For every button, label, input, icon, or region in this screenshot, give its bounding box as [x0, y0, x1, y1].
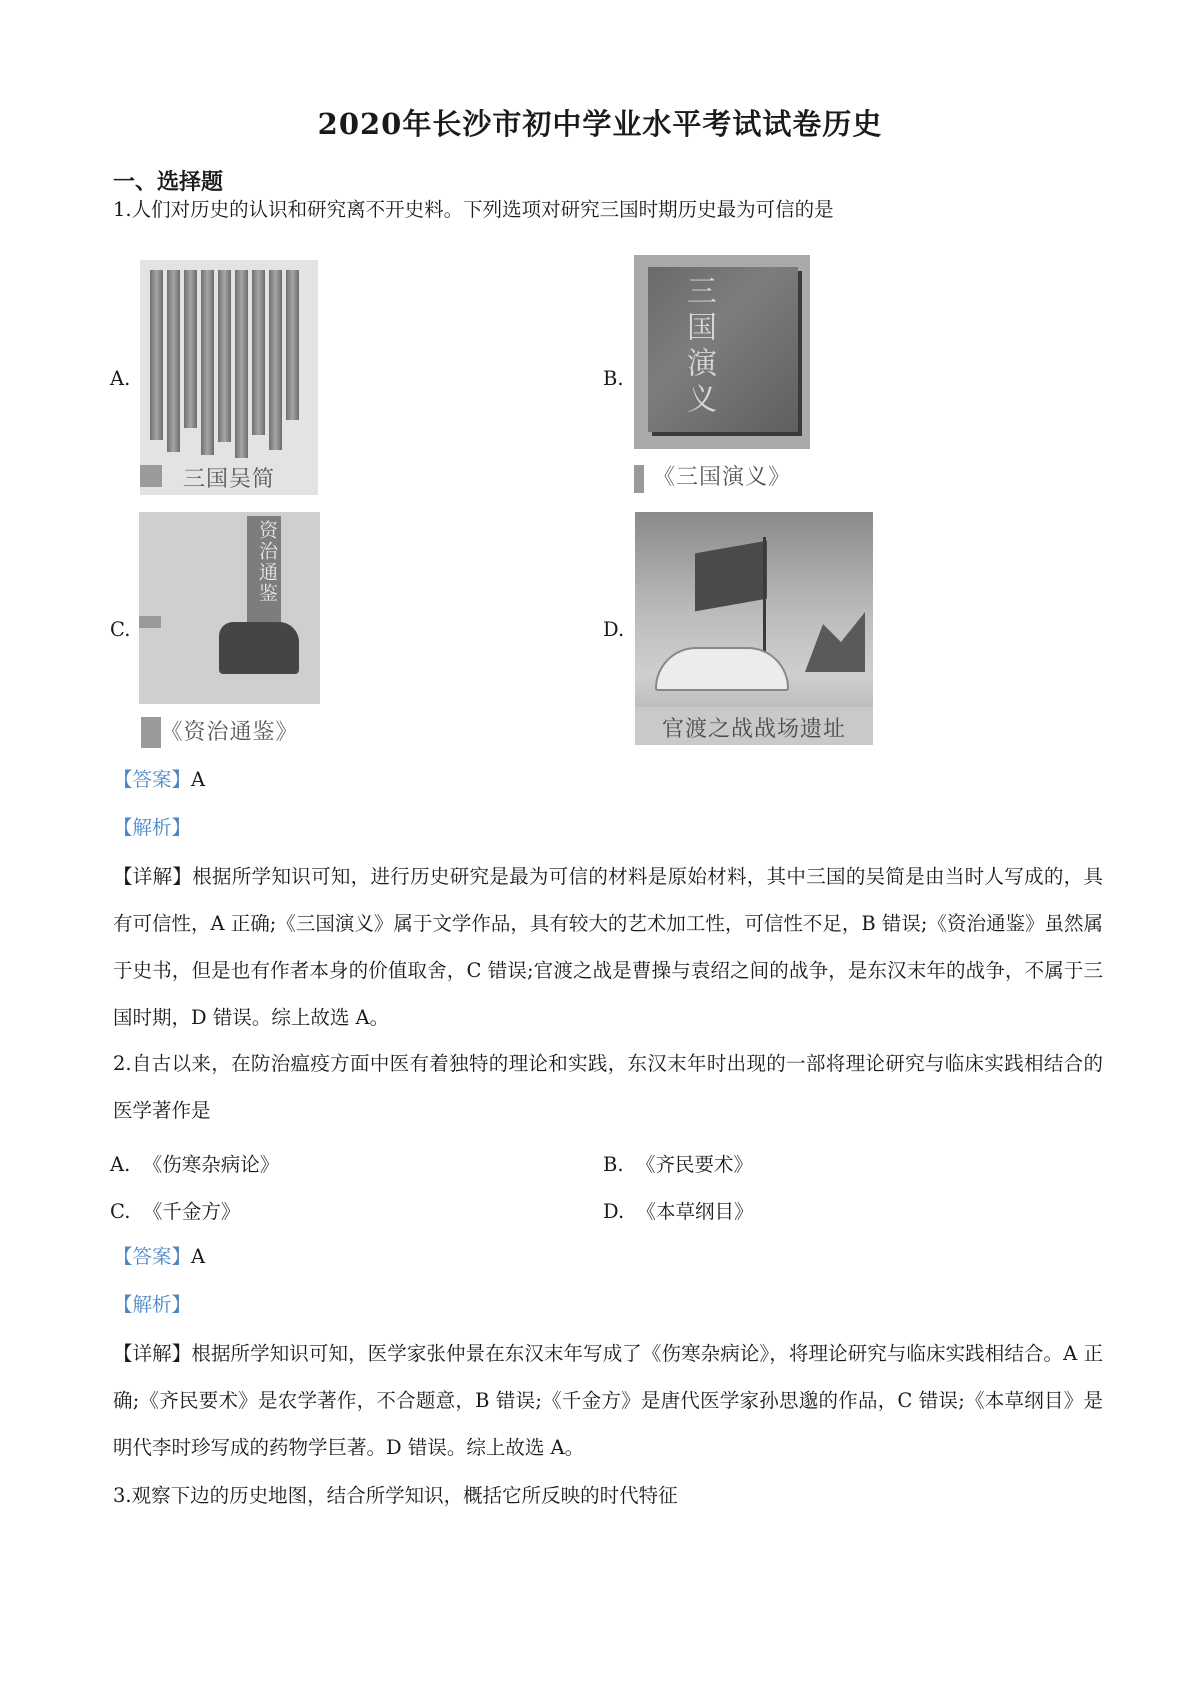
q1-option-d-label: D. [603, 618, 625, 641]
q1-detail-tag: 【详解】 [113, 865, 193, 888]
q1-option-c-image [139, 512, 320, 748]
section-title: 一、选择题 [113, 169, 224, 195]
q2-option-a-text: 《伤寒杂病论》 [142, 1153, 280, 1176]
q1-answer-tag: 【答案】 [113, 768, 192, 791]
q1-option-a-caption: 三国吴简 [182, 467, 275, 492]
q1-option-a-image [140, 260, 318, 495]
page-title: 2020年长沙市初中学业水平考试试卷历史 [317, 107, 883, 141]
q1-option-d-caption: 官渡之战战场遗址 [661, 717, 846, 742]
q1-option-c-caption: 《资治通鉴》 [160, 720, 299, 745]
q1-option-a-label: A. [110, 367, 131, 390]
q1-option-b-label: B. [603, 367, 624, 390]
q2-answer-value: A [191, 1245, 206, 1268]
q1-detail [113, 853, 1103, 1041]
q2-option-c: C. 《千金方》 [110, 1200, 241, 1223]
q1-detail-text: 根据所学知识可知，进行历史研究是最为可信的材料是原始材料，其中三国的吴简是由当时人写成的，具有可信性，A 正确;《三国演义》属于文学作品，具有较大的艺术加工性，可信性不足，B 错误;《资治通鉴》虽然属于史书，但是也有作者本身的价值取舍，C 错误;官渡之战是曹操与袁绍之间的战争，是东汉末年的战争，不属于三国时期，D 错误。综上故选 A。 [113, 865, 1103, 1029]
q2-option-d: D. 《本草纲目》 [603, 1200, 754, 1223]
q2-detail-tag: 【详解】 [113, 1342, 192, 1365]
q1-option-c-cover-text: 资治通鉴 [256, 520, 278, 604]
q2-analysis-tag: 【解析】 [113, 1293, 192, 1316]
q2-answer [113, 1245, 205, 1269]
q1-option-b-caption: 《三国演义》 [652, 465, 791, 490]
q1-answer [113, 768, 205, 792]
q2-option-d-text: 《本草纲目》 [636, 1200, 754, 1223]
question-3-stem: 3.观察下边的历史地图，结合所学知识，概括它所反映的时代特征 [113, 1484, 678, 1507]
q2-option-c-text: 《千金方》 [142, 1200, 241, 1223]
q1-option-d-image [635, 512, 873, 745]
q1-analysis-tag: 【解析】 [113, 816, 192, 839]
q1-answer-value: A [191, 768, 206, 791]
q2-option-b: B. 《齐民要术》 [603, 1153, 753, 1176]
question-2-stem: 2.自古以来，在防治瘟疫方面中医有着独特的理论和实践，东汉末年时出现的一部将理论研究与临床实践相结合的医学著作是 [113, 1052, 1103, 1122]
q1-option-b-image [634, 255, 810, 493]
q1-option-b-cover-text: 三国演义 [681, 275, 716, 419]
q1-option-c-label: C. [110, 618, 131, 641]
q2-option-a: A. 《伤寒杂病论》 [110, 1153, 280, 1176]
question-1-stem: 1.人们对历史的认识和研究离不开史料。下列选项对研究三国时期历史最为可信的是 [113, 198, 834, 221]
q2-option-b-text: 《齐民要术》 [635, 1153, 753, 1176]
q2-answer-tag: 【答案】 [113, 1245, 192, 1268]
q2-detail [113, 1330, 1103, 1471]
q2-detail-text: 根据所学知识可知，医学家张仲景在东汉末年写成了《伤寒杂病论》，将理论研究与临床实践相结合。A 正确;《齐民要术》是农学著作，不合题意，B 错误;《千金方》是唐代医学家孙思邈的作品，C 错误;《本草纲目》是明代李时珍写成的药物学巨著。D 错误。综上故选 A。 [113, 1342, 1103, 1459]
